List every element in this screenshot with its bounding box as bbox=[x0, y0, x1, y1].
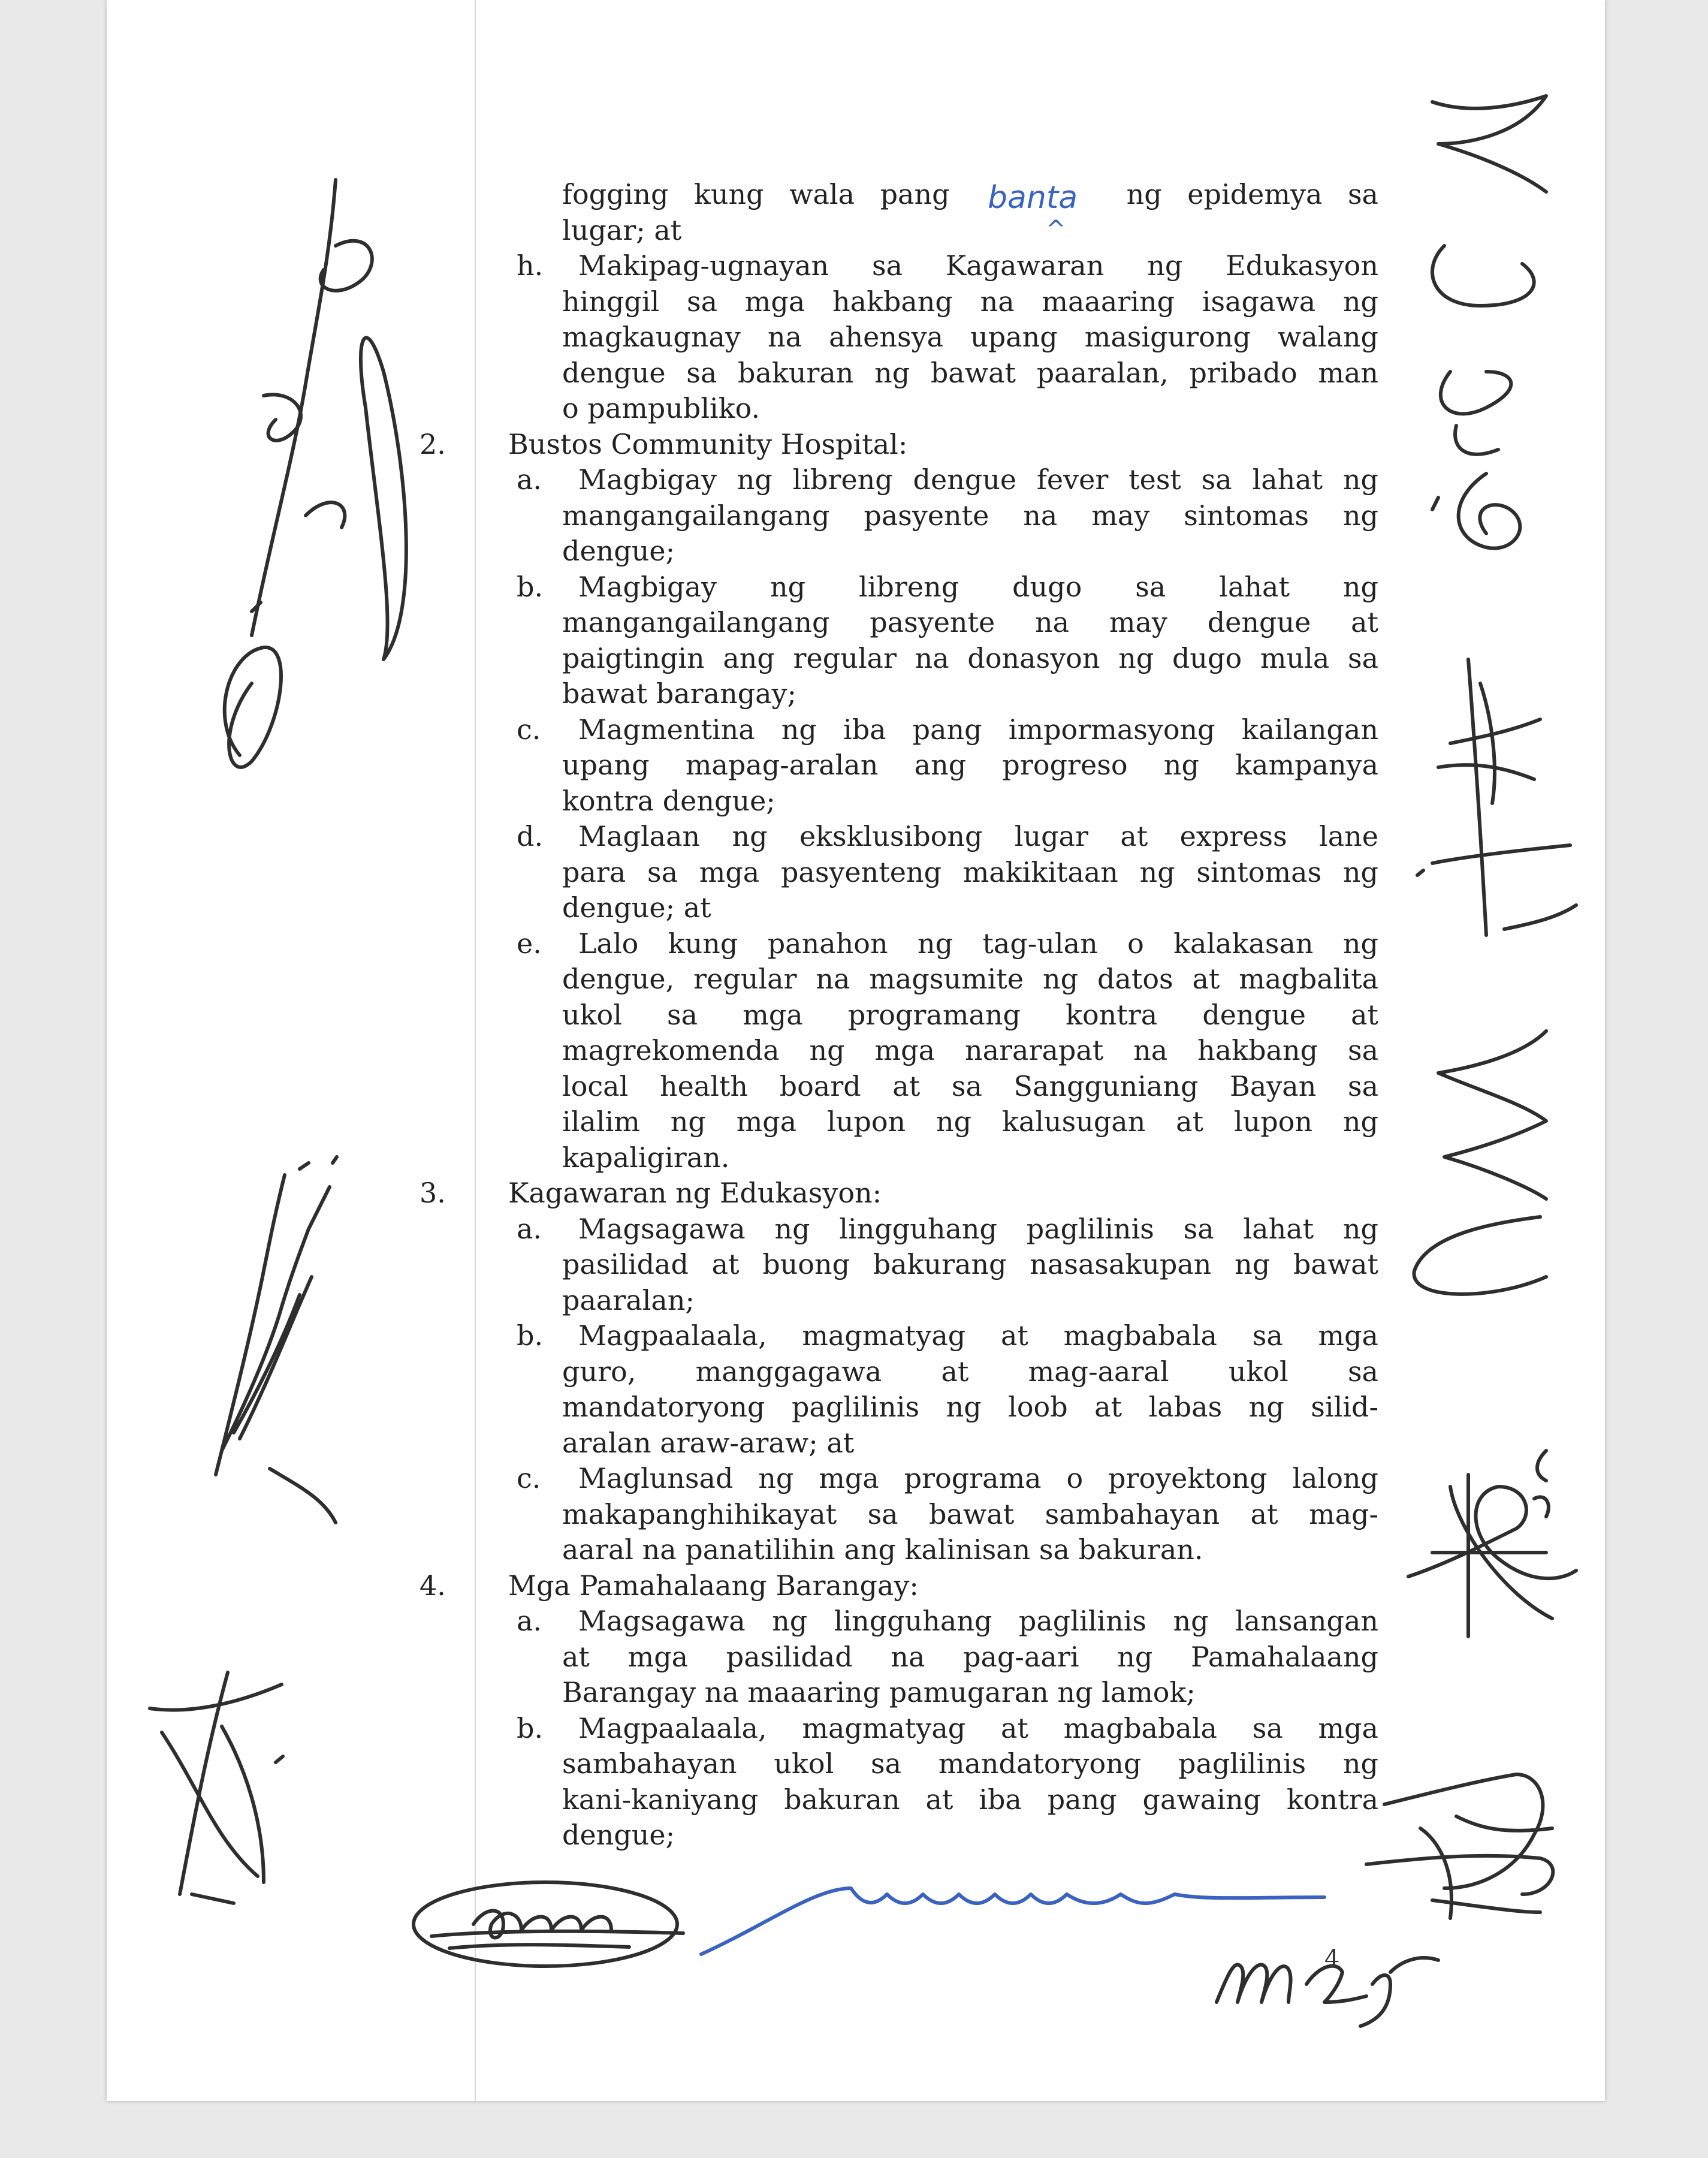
item-text: mandatoryong paglilinis ng loob at labas ng silid- bbox=[562, 1391, 1378, 1423]
list-item-continuation bbox=[420, 997, 1378, 1033]
item-text: aralan araw-araw; at bbox=[562, 1426, 855, 1459]
list-item-continuation bbox=[420, 1283, 1378, 1319]
item-text: local health board at sa Sangguniang Bayan sa bbox=[562, 1069, 1378, 1102]
list-item-continuation bbox=[420, 1532, 1378, 1568]
list-item-continuation bbox=[420, 641, 1378, 677]
item-text: kani-kaniyang bakuran at iba pang gawaing kontra bbox=[562, 1783, 1378, 1816]
section-number: 2. bbox=[420, 427, 446, 460]
list-item-continuation bbox=[420, 1818, 1378, 1853]
section-number: 3. bbox=[420, 1177, 446, 1209]
item-text: Magsagawa ng lingguhang paglilinis ng lansangan bbox=[578, 1605, 1378, 1637]
list-item-continuation bbox=[420, 676, 1378, 712]
handwritten-insertion-banta: banta bbox=[988, 180, 1078, 216]
item-text: dengue; bbox=[562, 535, 675, 567]
item-letter: b. bbox=[517, 570, 544, 603]
list-item-continuation bbox=[420, 1425, 1378, 1461]
list-item-continuation bbox=[420, 498, 1378, 534]
item-text: Maglaan ng eksklusibong lugar at express lane bbox=[578, 820, 1378, 852]
item-text: sambahayan ukol sa mandatoryong paglilinis ng bbox=[562, 1747, 1378, 1780]
text-line: fogging kung wala pang ng epidemya sa bbox=[562, 178, 1378, 210]
item-text: dengue; at bbox=[562, 891, 711, 924]
item-letter: c. bbox=[517, 1462, 541, 1494]
numbered-sections bbox=[420, 427, 1378, 1853]
page-number: 4 bbox=[1324, 1945, 1340, 1973]
section-number: 4. bbox=[420, 1569, 446, 1602]
item-text: ukol sa mga programang kontra dengue at bbox=[562, 998, 1378, 1031]
list-item-continuation bbox=[420, 1639, 1378, 1675]
left-margin-signature-3 bbox=[144, 1666, 336, 1918]
section-title: Kagawaran ng Edukasyon: bbox=[508, 1177, 882, 1209]
item-letter: e. bbox=[517, 927, 542, 960]
list-item bbox=[420, 1211, 1378, 1247]
list-item bbox=[420, 462, 1378, 498]
item-text: bawat barangay; bbox=[562, 677, 797, 710]
item-letter: h. bbox=[517, 249, 544, 282]
list-item-continuation bbox=[420, 1033, 1378, 1069]
right-margin-signature-4 bbox=[1396, 1439, 1588, 1642]
item-text: kapaligiran. bbox=[562, 1141, 730, 1174]
list-item-h bbox=[420, 248, 1378, 284]
list-item-continuation bbox=[420, 1140, 1378, 1176]
item-text: upang mapag-aralan ang progreso ng kampanya bbox=[562, 749, 1378, 781]
item-text: Magbigay ng libreng dengue fever test sa lahat ng bbox=[578, 463, 1378, 496]
item-text: makapanghihikayat sa bawat sambahayan at mag- bbox=[562, 1497, 1378, 1530]
list-item-continuation bbox=[420, 1390, 1378, 1425]
right-margin-signature-1 bbox=[1414, 90, 1558, 557]
list-item bbox=[420, 1318, 1378, 1354]
section-title: Bustos Community Hospital: bbox=[508, 427, 908, 460]
list-item-continuation bbox=[420, 534, 1378, 569]
item-letter: b. bbox=[517, 1319, 544, 1352]
section-heading-3 bbox=[420, 1176, 1378, 1211]
right-margin-signature-2 bbox=[1414, 647, 1582, 959]
item-text: kontra dengue; bbox=[562, 784, 775, 817]
section-title: Mga Pamahalaang Barangay: bbox=[508, 1569, 919, 1602]
item-letter: c. bbox=[517, 713, 541, 746]
item-text: Lalo kung panahon ng tag-ulan o kalakasan ng bbox=[578, 927, 1378, 960]
item-text: paigtingin ang regular na donasyon ng dugo mula sa bbox=[562, 641, 1378, 674]
text-line: lugar; at bbox=[562, 213, 682, 246]
right-margin-signature-3 bbox=[1402, 1019, 1582, 1307]
item-text: Barangay na maaaring pamugaran ng lamok; bbox=[562, 1676, 1196, 1708]
item-text: paaralan; bbox=[562, 1283, 695, 1316]
list-item bbox=[420, 1461, 1378, 1497]
item-text: Magsagawa ng lingguhang paglilinis sa lahat ng bbox=[578, 1212, 1378, 1245]
list-item-continuation bbox=[420, 1675, 1378, 1711]
list-item bbox=[420, 712, 1378, 748]
list-item-continuation bbox=[420, 605, 1378, 641]
list-item-continuation bbox=[420, 962, 1378, 997]
list-item bbox=[420, 569, 1378, 605]
item-letter: a. bbox=[517, 1605, 542, 1637]
left-margin-signature-1 bbox=[216, 156, 431, 791]
item-text: pasilidad at buong bakurang nasasakupan ng bawat bbox=[562, 1248, 1378, 1280]
item-letter: a. bbox=[517, 1212, 542, 1245]
section-heading-4 bbox=[420, 1568, 1378, 1604]
item-text: Makipag-ugnayan sa Kagawaran ng Edukasyon bbox=[578, 249, 1378, 282]
item-text: Magpaalaala, magmatyag at magbabala sa mga bbox=[578, 1319, 1378, 1352]
right-margin-signature-5 bbox=[1360, 1768, 1600, 1936]
section-heading-2 bbox=[420, 427, 1378, 463]
list-item-continuation bbox=[420, 1497, 1378, 1533]
item-text: guro, manggagawa at mag-aaral ukol sa bbox=[562, 1355, 1378, 1388]
left-margin-signature-2 bbox=[180, 1151, 360, 1523]
list-item bbox=[420, 1604, 1378, 1639]
list-item-continuation bbox=[420, 1247, 1378, 1283]
document-body: fogging kung wala pang ng epidemya sa lugar; at h. Makipag-ugnayan sa Kagawaran ng Edukasyon hinggil sa mga hakbang na maaaring isagawa ng magkaugnay na ahensya upang masigurong walang dengue sa bakuran ng bawat paaralan, pribado man o pampubliko. 2. Bustos Community Hospital: a. Magbigay ng libreng dengue fever test sa lahat ng mangangailangang pasyente na may sintomas ng dengue; b. Magbigay ng libreng dugo sa lahat ng mangangailangang pasyente na may dengue at paigtingin ang regular na donasyon ng dugo mula sa bawat barangay; c. Magmentina ng iba pang impormasyong kailangan upang mapag-aralan ang progreso ng kampanya kontra dengue; d. Maglaan ng eksklusibong lugar at express lane para sa mga pasyenteng makikitaan ng sintomas ng dengue; at e. Lalo kung panahon ng tag-ulan o kalakasan ng dengue, regular na magsumite ng datos at magbalita ukol sa mga programang kontra dengue at magrekomenda ng mga nararapat na hakbang sa local health board at sa Sangguniang Bayan sa ilalim ng mga lupon ng kalusugan at lupon ng kapaligiran. 3. Kagawaran ng Edukasyon: a. Magsagawa ng lingguhang paglilinis sa lahat ng pasilidad at buong bakurang nasasakupan ng bawat paaralan; b. Magpaalaala, magmatyag at magbabala sa mga guro, manggagawa at mag-aaral ukol sa mandatoryong paglilinis ng loob at labas ng silid- aralan araw-araw; at c. Maglunsad ng mga programa o proyektong lalong makapanghihikayat sa bawat sambahayan at mag- aaral na panatilihin ang kalinisan sa bakuran. 4. Mga Pamahalaang Barangay: a. Magsagawa ng lingguhang paglilinis ng lansangan at mga pasilidad na pag-aari ng Pamahalaang Barangay na maaaring pamugaran ng lamok; b. Magpaalaala, magmatyag at magbabala sa mga sambahayan ukol sa mandatoryong paglilinis ng kani-kaniyang bakuran at iba pang gawaing kontra dengue; bbox=[420, 177, 1378, 1853]
list-item-continuation bbox=[420, 1782, 1378, 1818]
list-item bbox=[420, 819, 1378, 855]
item-text: mangangailangang pasyente na may sintomas ng bbox=[562, 499, 1378, 532]
list-item-continuation bbox=[420, 1069, 1378, 1105]
item-letter: b. bbox=[517, 1711, 544, 1744]
item-text: aaral na panatilihin ang kalinisan sa bakuran. bbox=[562, 1533, 1203, 1566]
item-text: para sa mga pasyenteng makikitaan ng sintomas ng bbox=[562, 855, 1378, 888]
item-text: Magmentina ng iba pang impormasyong kailangan bbox=[578, 713, 1378, 746]
list-item-continuation bbox=[420, 748, 1378, 783]
item-letter: a. bbox=[517, 463, 542, 496]
item-text: at mga pasilidad na pag-aari ng Pamahalaang bbox=[562, 1640, 1378, 1673]
item-text: mangangailangang pasyente na may dengue at bbox=[562, 606, 1378, 638]
insertion-caret: ^ bbox=[1046, 216, 1066, 243]
item-text: ilalim ng mga lupon ng kalusugan at lupon ng bbox=[562, 1105, 1378, 1138]
list-item-continuation bbox=[420, 783, 1378, 819]
item-text: magrekomenda ng mga nararapat na hakbang sa bbox=[562, 1034, 1378, 1066]
list-item bbox=[420, 926, 1378, 962]
item-text: Maglunsad ng mga programa o proyektong lalong bbox=[578, 1462, 1378, 1494]
item-text: Magpaalaala, magmatyag at magbabala sa mga bbox=[578, 1711, 1378, 1744]
item-text: Magbigay ng libreng dugo sa lahat ng bbox=[578, 570, 1378, 603]
item-text: dengue; bbox=[562, 1819, 675, 1851]
bottom-signature-circled bbox=[402, 1870, 701, 1990]
list-item bbox=[420, 1711, 1378, 1747]
list-item-continuation bbox=[420, 1104, 1378, 1140]
item-letter: d. bbox=[517, 820, 544, 852]
item-text: dengue, regular na magsumite ng datos at magbalita bbox=[562, 963, 1378, 995]
list-item-continuation bbox=[420, 1354, 1378, 1390]
list-item-continuation bbox=[420, 855, 1378, 891]
list-item-continuation bbox=[420, 1746, 1378, 1782]
list-item-continuation bbox=[420, 890, 1378, 926]
